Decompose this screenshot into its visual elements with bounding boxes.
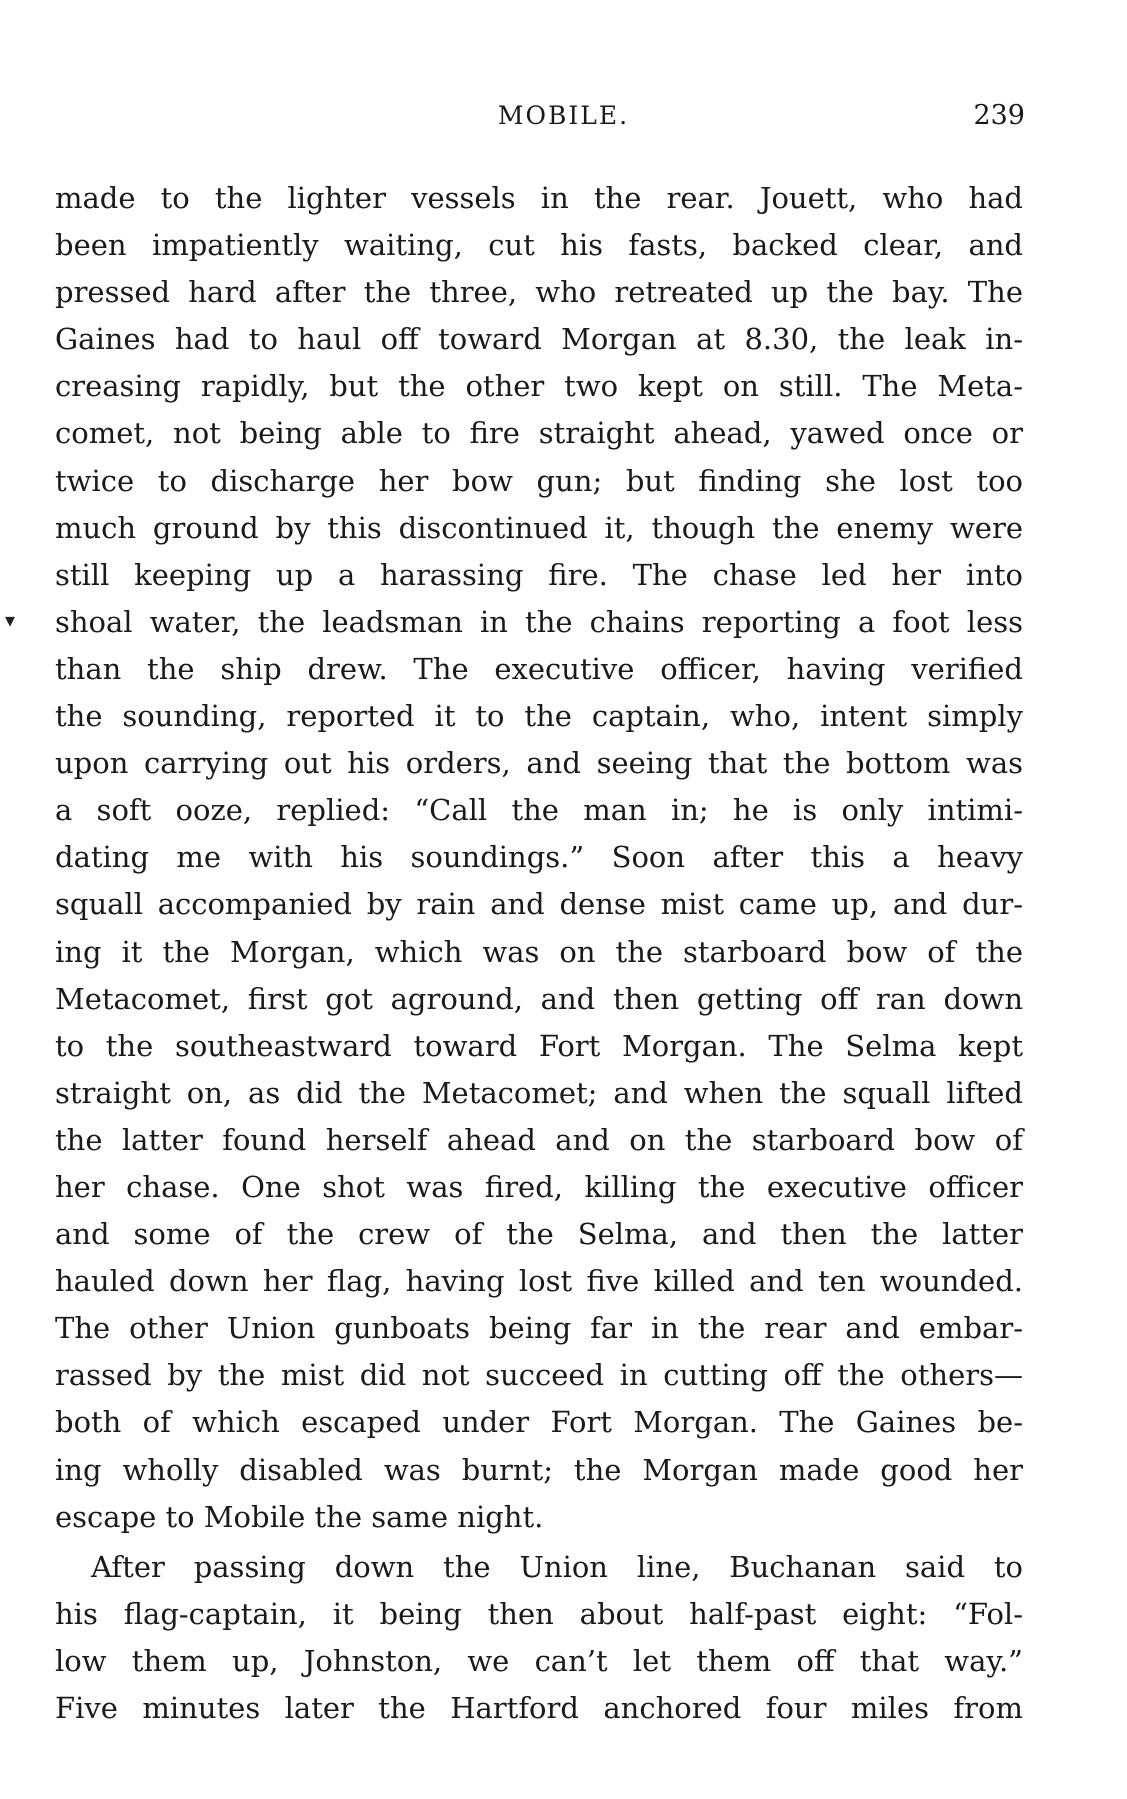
text-line: been impatiently waiting, cut his fasts, backed clear, and bbox=[55, 228, 1023, 263]
text-line: The other Union gunboats being far in the rear and embar- bbox=[55, 1311, 1023, 1346]
text-line: ing it the Morgan, which was on the starboard bow of the bbox=[55, 934, 1023, 969]
text-line: still keeping up a harassing fire. The chase led her into bbox=[55, 557, 1023, 592]
running-head bbox=[0, 98, 1127, 134]
text-line: than the ship drew. The executive officer, having verified bbox=[55, 651, 1023, 686]
text-line: squall accompanied by rain and dense mist came up, and dur- bbox=[55, 887, 1023, 922]
paragraph bbox=[55, 175, 1023, 1541]
running-title: MOBILE. bbox=[497, 101, 630, 130]
paragraph bbox=[55, 1544, 1023, 1732]
text-line: twice to discharge her bow gun; but finding she lost too bbox=[55, 463, 1023, 498]
text-line: upon carrying out his orders, and seeing that the bottom was bbox=[55, 746, 1023, 781]
page-number: 239 bbox=[973, 100, 1025, 131]
text-line: dating me with his soundings.” Soon after this a heavy bbox=[55, 840, 1023, 875]
text-line: hauled down her flag, having lost five killed and ten wounded. bbox=[55, 1264, 1023, 1299]
text-line: straight on, as did the Metacomet; and when the squall lifted bbox=[55, 1075, 1023, 1110]
text-line: and some of the crew of the Selma, and then the latter bbox=[55, 1217, 1023, 1252]
text-line: creasing rapidly, but the other two kept on still. The Meta- bbox=[55, 369, 1023, 404]
paragraphs bbox=[55, 175, 1023, 1732]
text-line: After passing down the Union line, Buchanan said to bbox=[91, 1549, 1023, 1584]
text-line: both of which escaped under Fort Morgan. The Gaines be- bbox=[55, 1405, 1023, 1440]
text-line: made to the lighter vessels in the rear. Jouett, who had bbox=[55, 181, 1023, 215]
text-line: escape to Mobile the same night. bbox=[55, 1499, 544, 1534]
body-text bbox=[55, 175, 1023, 1732]
margin-mark-icon: ▾ bbox=[5, 608, 16, 632]
text-line: much ground by this discontinued it, though the enemy were bbox=[55, 510, 1023, 545]
text-line: shoal water, the leadsman in the chains reporting a foot less bbox=[55, 604, 1023, 639]
text-line: comet, not being able to fire straight ahead, yawed once or bbox=[55, 416, 1023, 451]
text-line: Metacomet, first got aground, and then getting off ran down bbox=[55, 981, 1023, 1016]
text-line: Five minutes later the Hartford anchored four miles from bbox=[55, 1691, 1023, 1725]
text-line: a soft ooze, replied: “Call the man in; he is only intimi- bbox=[55, 793, 1023, 828]
text-line: rassed by the mist did not succeed in cutting off the others— bbox=[55, 1358, 1023, 1393]
text-line: low them up, Johnston, we can’t let them off that way.” bbox=[55, 1643, 1023, 1678]
text-line: the latter found herself ahead and on the starboard bow of bbox=[55, 1122, 1023, 1157]
text-line: her chase. One shot was fired, killing the executive officer bbox=[55, 1169, 1023, 1204]
text-line: pressed hard after the three, who retreated up the bay. The bbox=[55, 275, 1023, 310]
text-line: the sounding, reported it to the captain, who, intent simply bbox=[55, 699, 1023, 734]
text-line: Gaines had to haul off toward Morgan at 8.30, the leak in- bbox=[55, 322, 1023, 357]
text-line: to the southeastward toward Fort Morgan. The Selma kept bbox=[55, 1028, 1023, 1063]
text-line: his flag-captain, it being then about half-past eight: “Fol- bbox=[55, 1596, 1023, 1631]
text-line: ing wholly disabled was burnt; the Morgan made good her bbox=[55, 1452, 1023, 1487]
